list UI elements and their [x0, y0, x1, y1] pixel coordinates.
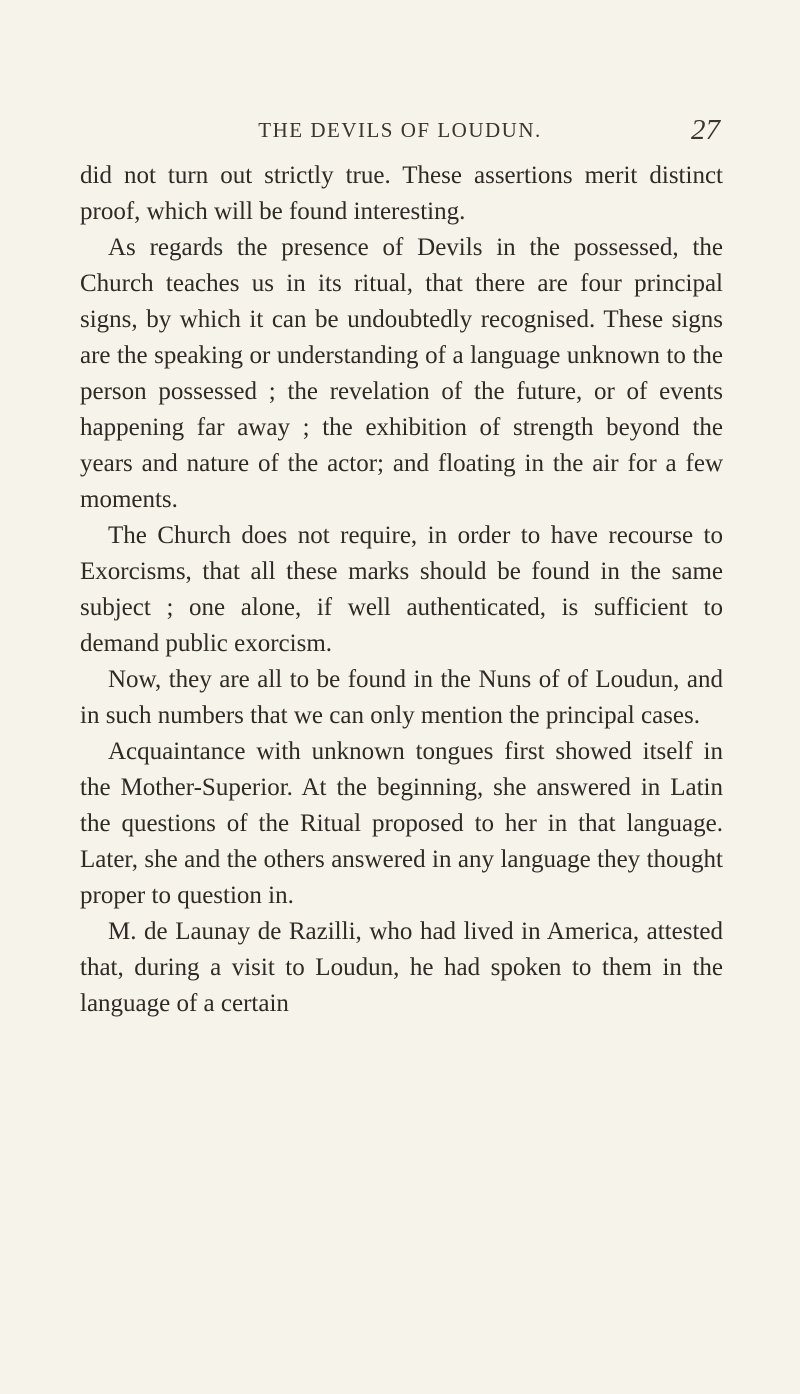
paragraph-exorcism-requirement: The Church does not require, in order to have recourse to Exorcisms, that all these marks should be found in the same subject ; one alone, if well authenticated, is sufficient to demand public exorcism. — [80, 522, 723, 657]
paragraph-launay-de-razilli: M. de Launay de Razilli, who had lived in America, attested that, during a visit to Loudun, he had spoken to them in the language of a certain — [80, 918, 723, 1017]
body-text — [80, 158, 723, 1022]
paragraph-nuns-of-loudun: Now, they are all to be found in the Nuns of of Loudun, and in such numbers that we can only mention the principal cases. — [80, 666, 723, 729]
running-title: THE DEVILS OF LOUDUN. — [258, 118, 542, 142]
running-head — [80, 114, 720, 148]
paragraph-unknown-tongues: Acquaintance with unknown tongues first showed itself in the Mother-Superior. At the beginning, she answered in Latin the questions of the Ritual proposed to her in that language. Later, she and the others answered in any language they thought proper to question in. — [80, 738, 723, 909]
page-number: 27 — [691, 114, 720, 146]
paragraph-continued: did not turn out strictly true. These assertions merit distinct proof, which will be found interesting. — [80, 162, 723, 225]
paragraph-signs-of-possession: As regards the presence of Devils in the possessed, the Church teaches us in its ritual, that there are four principal signs, by which it can be undoubtedly recognised. These signs are the speaking or understanding of a language unknown to the person possessed ; the revelation of the future, or of events happening far away ; the exhibition of strength beyond the years and nature of the actor; and floating in the air for a few moments. — [80, 234, 723, 513]
